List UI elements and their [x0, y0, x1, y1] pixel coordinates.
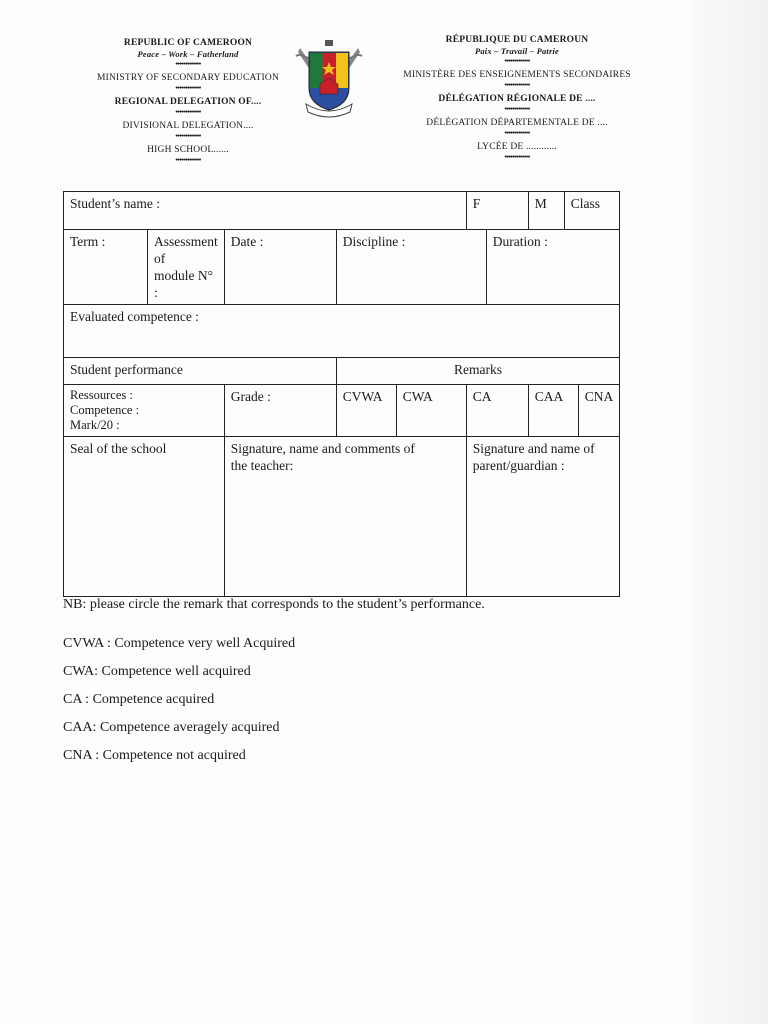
country-name-fr: RÉPUBLIQUE DU CAMEROUN	[445, 35, 589, 45]
legend-cwa: CWA: Competence well acquired	[63, 664, 251, 679]
assessment-form	[63, 191, 620, 597]
date-field[interactable]: Date :	[224, 230, 336, 305]
separator-stars: •••••••••••••	[175, 84, 201, 92]
separator-stars: •••••••••••••	[175, 60, 201, 68]
duration-field[interactable]: Duration :	[486, 230, 620, 305]
remarks-header: Remarks	[336, 358, 620, 385]
assessment-label-line2: module N° :	[154, 268, 214, 300]
ministry-fr: MINISTÈRE DES ENSEIGNEMENTS SECONDAIRES	[403, 70, 631, 80]
separator-stars: •••••••••••••	[175, 108, 201, 116]
regional-delegation-fr: DÉLÉGATION RÉGIONALE DE ....	[438, 94, 596, 104]
assessment-module-field[interactable]	[148, 230, 225, 305]
legend-ca: CA : Competence acquired	[63, 692, 215, 707]
motto-en: Peace – Work – Fatherland	[137, 49, 239, 59]
mark-label: Mark/20 :	[70, 418, 120, 432]
separator-stars: •••••••••••••	[504, 105, 530, 113]
student-name-field[interactable]: Student’s name :	[64, 192, 467, 230]
divisional-delegation-fr: DÉLÉGATION DÉPARTEMENTALE DE ....	[426, 118, 608, 128]
school-fr: LYCÉE DE ............	[477, 142, 557, 152]
grade-field[interactable]: Grade :	[224, 385, 336, 437]
legend-caa: CAA: Competence averagely acquired	[63, 720, 280, 735]
nb-instruction: NB: please circle the remark that corresponds to the student’s performance.	[63, 597, 485, 612]
school-en: HIGH SCHOOL......	[147, 145, 229, 155]
divisional-delegation-en: DIVISIONAL DELEGATION....	[122, 121, 254, 131]
separator-stars: •••••••••••••	[175, 132, 201, 140]
separator-stars: •••••••••••••	[175, 156, 201, 164]
coat-of-arms-icon	[292, 38, 366, 120]
parent-signature-label-line2: parent/guardian :	[472, 458, 565, 473]
regional-delegation-en: REGIONAL DELEGATION OF....	[114, 97, 262, 107]
competence-label: Competence :	[70, 403, 140, 417]
separator-stars: •••••••••••••	[504, 81, 530, 89]
motto-fr: Paix – Travail – Patrie	[474, 46, 560, 56]
student-performance-header: Student performance	[64, 358, 337, 385]
teacher-signature-label-line2: the teacher:	[230, 458, 294, 473]
ressources-competence-mark-field[interactable]	[64, 385, 225, 437]
country-name-en: REPUBLIC OF CAMEROON	[123, 38, 253, 48]
separator-stars: •••••••••••••	[504, 57, 530, 65]
parent-signature-label-line1: Signature and name of	[472, 441, 595, 456]
legend-cvwa: CVWA : Competence very well Acquired	[63, 636, 296, 651]
remark-ca[interactable]: CA	[466, 385, 528, 437]
header-left-english	[88, 38, 288, 169]
remark-cwa[interactable]: CWA	[396, 385, 466, 437]
legend-cna: CNA : Competence not acquired	[63, 748, 246, 763]
parent-signature-field[interactable]	[466, 437, 620, 597]
class-field[interactable]: Class	[564, 192, 620, 230]
teacher-signature-field[interactable]	[224, 437, 466, 597]
term-field[interactable]: Term :	[64, 230, 148, 305]
ministry-en: MINISTRY OF SECONDARY EDUCATION	[96, 73, 280, 83]
scan-edge	[690, 0, 768, 1024]
remark-cvwa[interactable]: CVWA	[336, 385, 396, 437]
separator-stars: •••••••••••••	[504, 129, 530, 137]
evaluated-competence-field[interactable]: Evaluated competence :	[64, 305, 620, 358]
teacher-signature-label-line1: Signature, name and comments of	[230, 441, 415, 456]
header-right-french	[386, 35, 648, 166]
separator-stars: •••••••••••••	[504, 153, 530, 161]
school-seal-field[interactable]: Seal of the school	[64, 437, 225, 597]
ressources-label: Ressources :	[70, 388, 133, 402]
discipline-field[interactable]: Discipline :	[336, 230, 486, 305]
remark-caa[interactable]: CAA	[528, 385, 578, 437]
assessment-label-line1: Assessment of	[154, 234, 218, 266]
remark-cna[interactable]: CNA	[578, 385, 620, 437]
notes-section	[63, 597, 485, 770]
male-checkbox[interactable]: M	[528, 192, 564, 230]
female-checkbox[interactable]: F	[466, 192, 528, 230]
